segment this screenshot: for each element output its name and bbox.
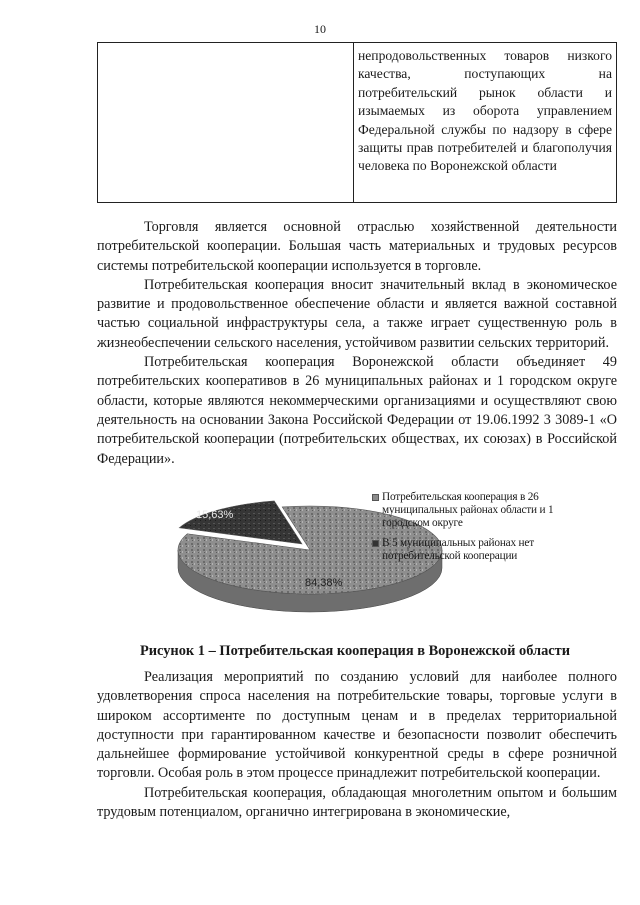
paragraph: Потребительская кооперация, обладающая многолетним опытом и большим трудовым потенциалом, органично интегрирована в экономические, <box>97 784 617 821</box>
paragraph: Реализация мероприятий по созданию условий для наиболее полного удовлетворения спроса населения на потребительские товары, торговые услуги в широком ассортименте по доступным ценам и в пределах территориальной доступности при гарантированном качестве и безопасности позволит обеспечить дальнейшее формирование устойчивой конкурентной среды в сфере розничной торговли. Особая роль в этом процессе принадлежит потребительской кооперации. <box>97 669 617 782</box>
pie-label-small: 15,63% <box>196 509 234 521</box>
table-cell-empty <box>98 43 354 202</box>
chart-legend <box>372 491 572 570</box>
pie-label-large: 84,38% <box>305 577 343 589</box>
paragraph: Торговля является основной отраслью хозяйственной деятельности потребительской кооперации. Большая часть материальных и трудовых ресурсов системы потребительской кооперации используется в торговле. <box>97 219 617 274</box>
legend-swatch <box>372 494 379 501</box>
figure-caption: Рисунок 1 – Потребительская кооперация в Воронежской области <box>139 643 571 659</box>
legend-item <box>372 537 572 563</box>
table-cell-text: непродовольственных товаров низкого качества, поступающих на потребительский рынок области и изымаемых из оборота управлением Федеральной службы по надзору в сфере защиты прав потребителей и благополучия человека по Воронежской области <box>358 48 612 174</box>
page-number: 10 <box>314 22 326 36</box>
legend-swatch <box>372 540 379 547</box>
legend-item <box>372 491 572 530</box>
body-text-lower <box>97 668 617 822</box>
continuation-table <box>97 42 617 203</box>
legend-label: В 5 муниципальных районах нет потребительской кооперации <box>382 537 534 562</box>
paragraph: Потребительская кооперация вносит значительный вклад в экономическое развитие и продовольственное обеспечение области и является важной составной частью социальной инфраструктуры села, а также играет существенную роль в жизнеобеспечении сельского населения, устойчивом развитии сельских территорий. <box>97 276 617 351</box>
legend-label: Потребительская кооперация в 26 муниципальных районах области и 1 городском округе <box>382 491 554 529</box>
paragraph: Потребительская кооперация Воронежской области объединяет 49 потребительских кооперативов в 26 муниципальных районах и 1 городском округе области, которые являются некоммерческими организациями и осуществляют свою деятельность на основании Закона Российской Федерации от 19.06.1992 3 3089-1 «О потребительской кооперации (потребительских обществах, их союзах) в Российской Федерации». <box>97 354 617 467</box>
body-text-upper <box>97 218 617 469</box>
